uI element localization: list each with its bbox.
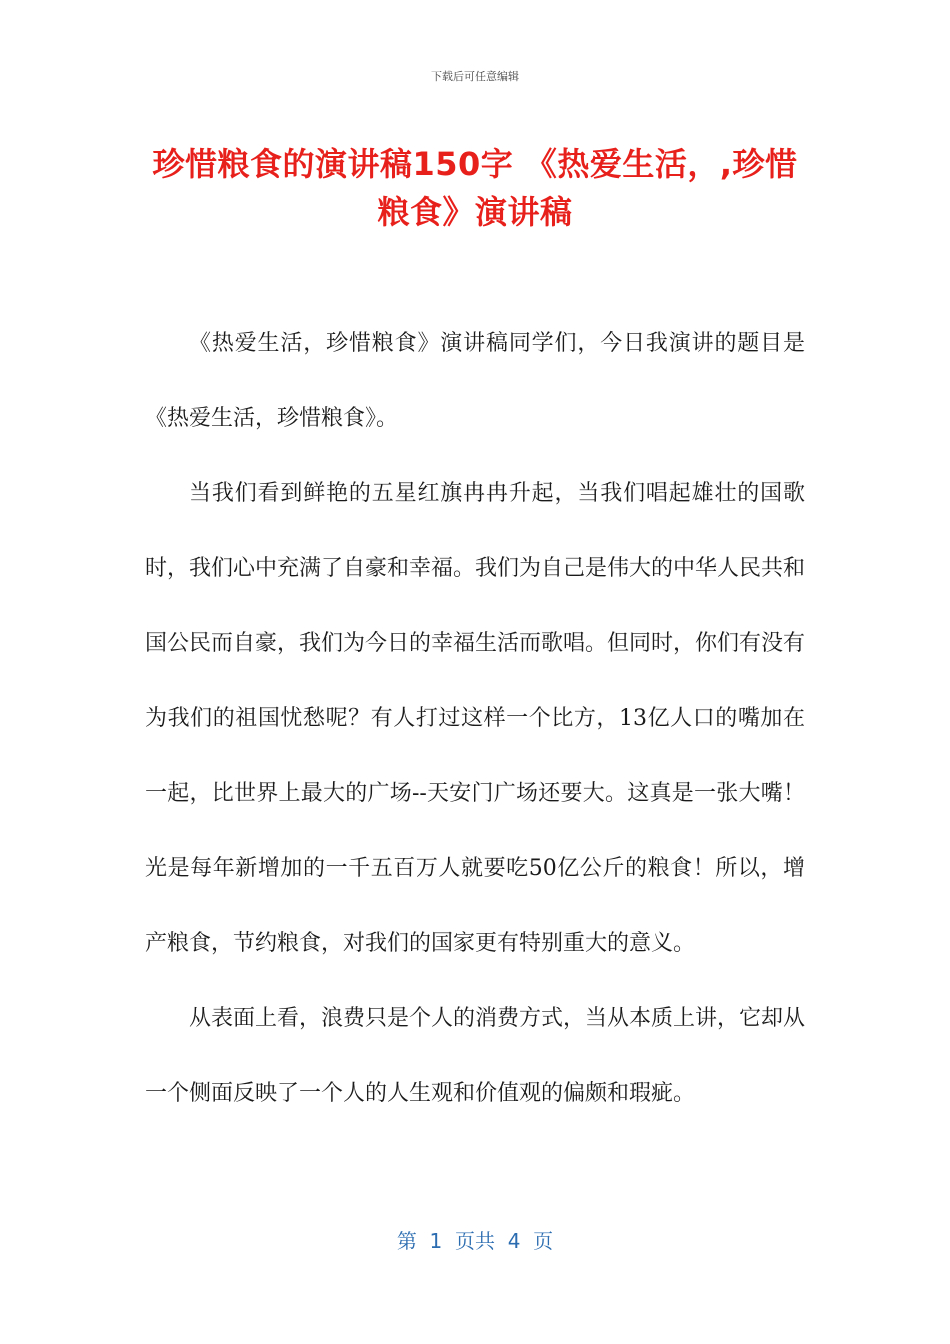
paragraph-2: 当我们看到鲜艳的五星红旗冉冉升起，当我们唱起雄壮的国歌时，我们心中充满了自豪和幸福。我们为自己是伟大的中华人民共和国公民而自豪，我们为今日的幸福生活而歌唱。但同时，你们有没有为我们的祖国忧愁呢？有人打过这样一个比方，13亿人口的嘴加在一起，比世界上最大的广场--天安门广场还要大。这真是一张大嘴！光是每年新增加的一千五百万人就要吃50亿公斤的粮食！所以，增产粮食，节约粮食，对我们的国家更有特别重大的意义。 — [145, 481, 806, 956]
document-body — [145, 306, 805, 1131]
page-header-note: 下载后可任意编辑 — [431, 70, 519, 83]
document-title: 珍惜粮食的演讲稿150字 《热爱生活，,珍惜粮食》演讲稿 — [152, 145, 798, 231]
page-number-footer — [0, 1225, 950, 1254]
page-number-label: 第 1 页共 4 页 — [396, 1229, 554, 1253]
paragraph-3: 从表面上看，浪费只是个人的消费方式，当从本质上讲，它却从一个侧面反映了一个人的人生观和价值观的偏颇和瑕疵。 — [145, 1006, 806, 1106]
paragraph-1: 《热爱生活，珍惜粮食》演讲稿同学们，今日我演讲的题目是《热爱生活，珍惜粮食》。 — [145, 331, 805, 431]
